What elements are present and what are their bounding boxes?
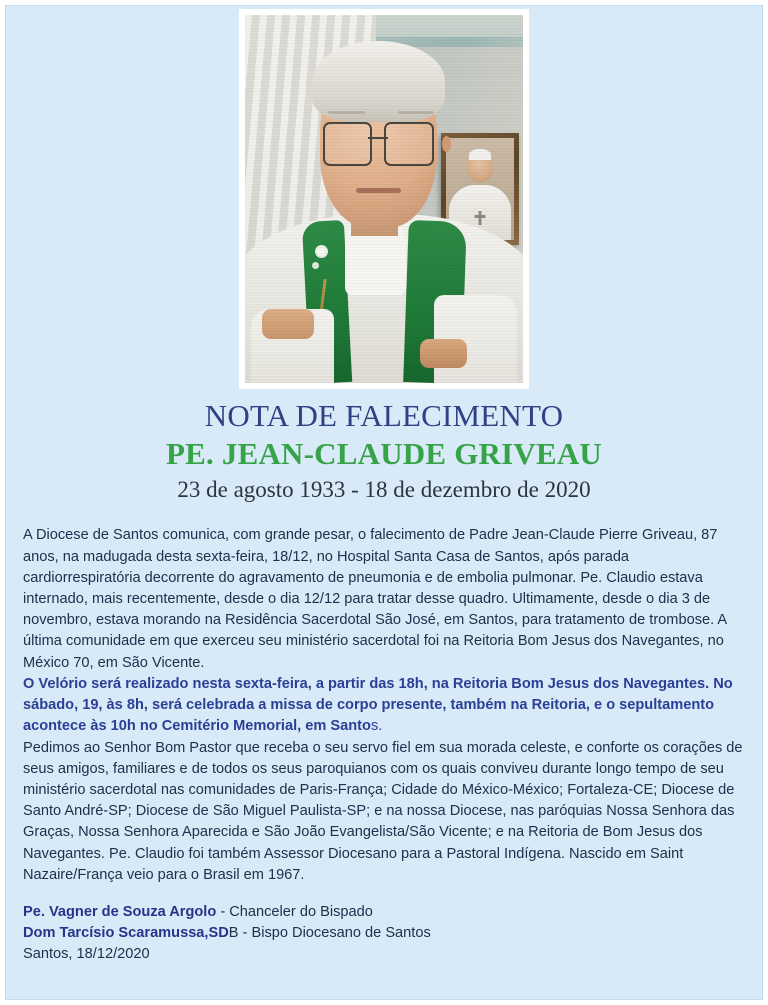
priest-mouth	[356, 188, 400, 193]
priest-hair	[312, 41, 445, 122]
notice-title: NOTA DE FALECIMENTO	[204, 398, 564, 433]
funeral-details-tail: s.	[370, 718, 383, 735]
deceased-name: PE. JEAN-CLAUDE GRIVEAU	[165, 435, 603, 471]
eyeglass-lens-right	[384, 122, 434, 166]
funeral-details-text: O Velório será realizado nesta sexta-feira, a partir das 18h, na Reitoria Bom Jesus dos Navegantes. No sábado, 19, às 8h, será celebrada a missa de corpo presente, também na Reitoria, e o sepultamento acontece às 10h no Cemitério Memorial, em Santo	[23, 675, 733, 735]
priest-eyebrow-left	[328, 111, 364, 114]
signatory-1-role: - Chanceler do Bispado	[216, 904, 373, 921]
pope-pectoral-cross-icon	[479, 211, 482, 225]
priest-ear	[442, 136, 451, 152]
notice-heading-block	[5, 389, 763, 503]
priest-photo-frame	[239, 9, 529, 389]
stole-embroidery-flower	[315, 245, 328, 258]
signature-block	[5, 886, 763, 965]
signatory-1-name: Pe. Vagner de Souza Argolo	[23, 904, 217, 921]
pope-zucchetto	[469, 149, 491, 160]
body-paragraph-1: A Diocese de Santos comunica, com grande pesar, o falecimento de Padre Jean-Claude Pierre Griveau, 87 anos, na madugada desta sexta-feira, 18/12, no Hospital Santa Casa de Santos, após parada cardiorrespiratória decorrente do agravamento de pneumonia e de embolia pulmonar. Pe. Claudio estava internado, mais recentemente, desde o dia 12/12 para tratar desse quadro. Ultimamente, desde o dia 3 de novembro, estava morando na Residência Sacerdotal São José, em Santos, para tratamento de trombose. A última comunidade em que exerceu seu ministério sacerdotal foi na Reitoria Bom Jesus dos Navegantes, no México 70, em São Vicente.	[23, 527, 727, 671]
signatory-2-name-tail: B	[228, 925, 239, 942]
eyeglass-bridge	[368, 137, 388, 139]
signatory-2-name: Dom Tarcísio Scaramussa,SD	[23, 925, 229, 942]
signatory-2-role: - Bispo Diocesano de Santos	[238, 925, 431, 942]
body-paragraph-funeral-details	[23, 674, 746, 738]
priest-hand-left	[262, 309, 315, 338]
priest-eyeglasses	[323, 122, 434, 162]
priest-hand-right	[420, 339, 467, 368]
signature-line-1	[23, 902, 745, 923]
body-paragraph-3: Pedimos ao Senhor Bom Pastor que receba o seu servo fiel em sua morada celeste, e conforte os corações de seus amigos, familiares e de todos os seus paroquianos com os quais conviveu durante longo tempo de seu ministério sacerdotal nas comunidades de Paris-França; Cidade do México-México; Fortaleza-CE; Diocese de Santo André-SP; Diocese de São Miguel Paulista-SP; e na nossa Diocese, nas paróquias Nossa Senhora das Graças, Nossa Senhora Aparecida e São João Evangelista/São Vicente; e na Reitoria de Bom Jesus dos Navegantes. Pe. Claudio foi também Assessor Diocesano para a Pastoral Indígena. Nascido em Saint Nazaire/França veio para o Brasil em 1967.	[23, 739, 743, 883]
signature-line-2	[23, 923, 745, 944]
notice-body	[5, 503, 763, 886]
priest-eyebrow-right	[398, 111, 434, 114]
life-dates: 23 de agosto 1933 - 18 de dezembro de 2020	[177, 477, 591, 503]
signature-place-date: Santos, 18/12/2020	[23, 946, 150, 963]
priest-photo	[245, 15, 523, 383]
eyeglass-lens-left	[323, 122, 373, 166]
